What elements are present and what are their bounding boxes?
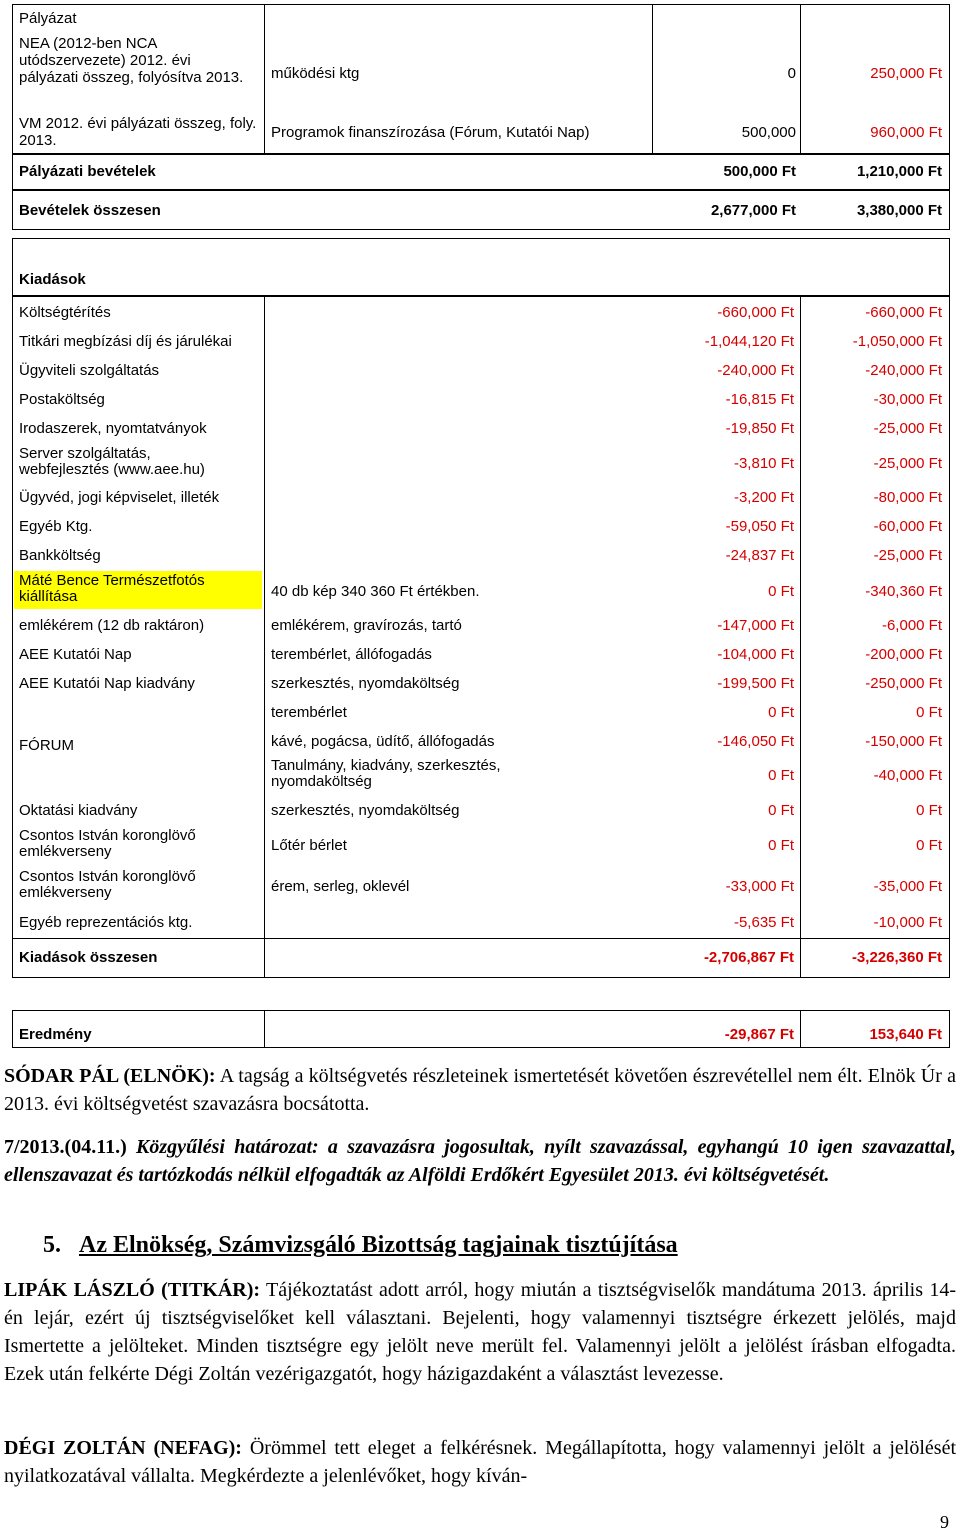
- paragraph-degi-zoltan: [4, 1434, 956, 1490]
- kiadas-2012: -19,850 Ft: [725, 420, 794, 437]
- kiadas-2012: -147,000 Ft: [717, 617, 794, 634]
- kiadasok-title: Kiadások: [19, 271, 86, 288]
- forum-desc: Tanulmány, kiadvány, szerkesztés, nyomdaköltség: [271, 757, 501, 790]
- kiadas-2012: 0 Ft: [768, 583, 794, 600]
- mukodesi-ktg-label: működési ktg: [271, 65, 360, 82]
- kiadasok-osszesen-2012: -2,706,867 Ft: [703, 949, 794, 966]
- kiadas-desc: érem, serleg, oklevél: [271, 878, 410, 895]
- programok-2013: 960,000 Ft: [870, 124, 942, 141]
- kiadas-2013: -1,050,000 Ft: [852, 333, 942, 350]
- eredmeny-divider: [264, 1010, 265, 1048]
- kiadas-2012: -104,000 Ft: [717, 646, 794, 663]
- forum-2013: -150,000 Ft: [865, 733, 942, 750]
- paragraph-text: Tájékoztatást adott arról, hogy miután a tisztségviselők mandátuma 2013. április 14-én lejár, ezért új tisztségviselőket kell választani. Bejelenti, hogy valamennyi tisztségre érkezett jelölés, majd Ismertette a jelölteket. Minden tisztségre egy jelölt neve merült fel. Valamennyi jelölt a jelölést írásban elfogadta. Ezek után felkérte Dégi Zoltán vezérigazgatót, hogy házigazdaként a választást levezesse.: [4, 1279, 956, 1385]
- kiadas-desc: szerkesztés, nyomdaköltség: [271, 675, 460, 692]
- kiadas-label: Bankköltség: [19, 547, 101, 564]
- kiadas-2013: -10,000 Ft: [873, 914, 942, 931]
- kiadas-label: Csontos István koronglövő emlékverseny: [19, 827, 196, 860]
- programok-label: Programok finanszírozása (Fórum, Kutatói Nap): [271, 124, 590, 141]
- eredmeny-2012: -29,867 Ft: [724, 1026, 794, 1043]
- forum-2013: -40,000 Ft: [873, 767, 942, 784]
- kiadas-label: Költségtérítés: [19, 304, 111, 321]
- kiadas-2013: -660,000 Ft: [865, 304, 942, 321]
- kiadas-2013: -340,360 Ft: [865, 583, 942, 600]
- kiadas-2012: -5,635 Ft: [733, 914, 794, 931]
- resolution-text: Közgyűlési határozat: a szavazásra jogosultak, nyílt szavazással, egyhangú 10 igen szavazattal, ellenszavazat és tartózkodás nélkül elfogadták az Alföldi Erdőkért Egyesület 2013. évi költségvetését.: [4, 1136, 956, 1186]
- kiadas-desc: emlékérem, gravírozás, tartó: [271, 617, 462, 634]
- forum-desc: kávé, pogácsa, üdítő, állófogadás: [271, 733, 495, 750]
- kiadas-2012: -59,050 Ft: [725, 518, 794, 535]
- kiadas-label: Postaköltség: [19, 391, 105, 408]
- kiadas-desc: terembérlet, állófogadás: [271, 646, 432, 663]
- kiadas-2013: -25,000 Ft: [873, 420, 942, 437]
- kiadas-label: Ügyvéd, jogi képviselet, illeték: [19, 489, 220, 506]
- kiadas-2013: -80,000 Ft: [873, 489, 942, 506]
- kiadas-2012: 0 Ft: [768, 837, 794, 854]
- page-number: 9: [940, 1512, 949, 1532]
- kiadas-2012: -24,837 Ft: [725, 547, 794, 564]
- kiadasok-divider: [264, 296, 265, 978]
- kiadas-2012: -660,000 Ft: [717, 304, 794, 321]
- kiadas-desc: 40 db kép 340 360 Ft értékben.: [271, 583, 480, 600]
- forum-desc: terembérlet: [271, 704, 347, 721]
- kiadas-label: Máté Bence Természetfotós kiállítása: [19, 572, 205, 605]
- kiadas-2013: -200,000 Ft: [865, 646, 942, 663]
- kiadas-2013: -250,000 Ft: [865, 675, 942, 692]
- section-number: 5.: [43, 1232, 61, 1258]
- kiadas-label: emlékérem (12 db raktáron): [19, 617, 205, 634]
- resolution-number: 7/2013.(04.11.): [4, 1136, 127, 1158]
- funding-table-divider: [264, 4, 265, 154]
- paragraph-lipak-laszlo: [4, 1276, 956, 1388]
- bevetelek-osszesen-2013: 3,380,000 Ft: [856, 202, 942, 219]
- bevetelek-osszesen-2012: 2,677,000 Ft: [710, 202, 796, 219]
- paragraph-text: A tagság a költségvetés részleteinek ismertetését követően észrevétellel nem élt. Elnök Úr a 2013. évi költségvetést szavazásra bocsátotta.: [4, 1065, 956, 1115]
- forum-label: FÓRUM: [19, 737, 74, 754]
- mukodesi-ktg-2012: 0: [787, 65, 796, 82]
- eredmeny-2013: 153,640 Ft: [869, 1026, 942, 1043]
- kiadas-2013: -25,000 Ft: [873, 547, 942, 564]
- speaker-name: DÉGI ZOLTÁN (NEFAG):: [4, 1437, 242, 1459]
- kiadas-label: Irodaszerek, nyomtatványok: [19, 420, 207, 437]
- kiadas-2012: -16,815 Ft: [725, 391, 794, 408]
- speaker-name: LIPÁK LÁSZLÓ (TITKÁR):: [4, 1279, 261, 1301]
- vm-label: VM 2012. évi pályázati összeg, foly. 2013.: [19, 115, 257, 149]
- palyazati-bevetelek-2013: 1,210,000 Ft: [856, 163, 942, 180]
- kiadas-label: Egyéb reprezentációs ktg.: [19, 914, 193, 931]
- palyazati-bevetelek-label: Pályázati bevételek: [19, 163, 156, 180]
- speaker-name: SÓDAR PÁL (ELNÖK):: [4, 1065, 216, 1087]
- forum-2012: 0 Ft: [768, 704, 794, 721]
- kiadas-desc: szerkesztés, nyomdaköltség: [271, 802, 460, 819]
- kiadas-2013: -60,000 Ft: [873, 518, 942, 535]
- kiadas-2013: 0 Ft: [916, 802, 942, 819]
- kiadas-desc: Lőtér bérlet: [271, 837, 347, 854]
- kiadasok-divider: [12, 938, 950, 939]
- kiadas-label: AEE Kutatói Nap kiadvány: [19, 675, 195, 692]
- forum-2012: -146,050 Ft: [717, 733, 794, 750]
- palyazat-label: Pályázat: [19, 10, 77, 27]
- kiadasok-osszesen-2013: -3,226,360 Ft: [851, 949, 942, 966]
- section-heading: [43, 1232, 678, 1259]
- kiadas-2012: -240,000 Ft: [717, 362, 794, 379]
- forum-2012: 0 Ft: [768, 767, 794, 784]
- bevetelek-osszesen-label: Bevételek összesen: [19, 202, 161, 219]
- kiadas-label: Titkári megbízási díj és járulékai: [19, 333, 232, 350]
- kiadasok-title-row: [12, 238, 950, 296]
- kiadas-2012: -33,000 Ft: [725, 878, 794, 895]
- kiadas-2012: -3,810 Ft: [733, 455, 794, 472]
- kiadas-2013: -240,000 Ft: [865, 362, 942, 379]
- kiadas-2013: -30,000 Ft: [873, 391, 942, 408]
- kiadas-2012: -3,200 Ft: [733, 489, 794, 506]
- paragraph-text: Örömmel tett eleget a felkérésnek. Megállapította, hogy valamennyi jelölt a jelölését nyilatkozatával vállalta. Megkérdezte a jelenlévőket, hogy kíván-: [4, 1437, 957, 1487]
- mukodesi-ktg-2013: 250,000 Ft: [870, 65, 942, 82]
- kiadas-label: Server szolgáltatás, webfejlesztés (www.aee.hu): [19, 445, 205, 478]
- forum-2013: 0 Ft: [916, 704, 942, 721]
- kiadas-2013: -35,000 Ft: [873, 878, 942, 895]
- kiadas-2012: -1,044,120 Ft: [704, 333, 794, 350]
- kiadas-label: Ügyviteli szolgáltatás: [19, 362, 160, 379]
- section-title: Az Elnökség, Számvizsgáló Bizottság tagjainak tisztújítása: [79, 1232, 678, 1258]
- kiadas-2013: 0 Ft: [916, 837, 942, 854]
- resolution-paragraph: [4, 1133, 956, 1189]
- kiadas-2012: 0 Ft: [768, 802, 794, 819]
- palyazati-bevetelek-2012: 500,000 Ft: [723, 163, 796, 180]
- kiadas-label: Oktatási kiadvány: [19, 802, 138, 819]
- paragraph-sodar-pal: [4, 1062, 956, 1118]
- kiadas-label: Egyéb Ktg.: [19, 518, 93, 535]
- kiadas-2013: -25,000 Ft: [873, 455, 942, 472]
- nea-label: NEA (2012-ben NCA utódszervezete) 2012. évi pályázati összeg, folyósítva 2013.: [19, 35, 244, 86]
- kiadas-label: Csontos István koronglövő emlékverseny: [19, 868, 196, 901]
- kiadas-2013: -6,000 Ft: [881, 617, 942, 634]
- kiadasok-osszesen-label: Kiadások összesen: [19, 949, 158, 966]
- programok-2012: 500,000: [741, 124, 796, 141]
- kiadas-label: AEE Kutatói Nap: [19, 646, 132, 663]
- eredmeny-label: Eredmény: [19, 1026, 92, 1043]
- kiadas-2012: -199,500 Ft: [717, 675, 794, 692]
